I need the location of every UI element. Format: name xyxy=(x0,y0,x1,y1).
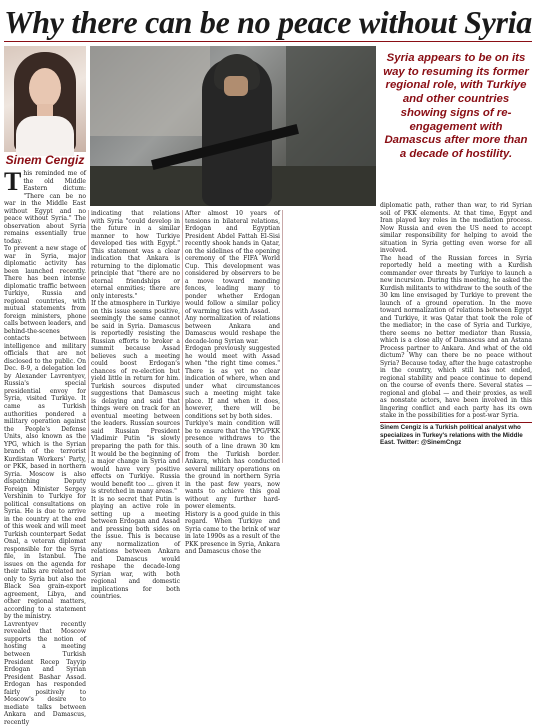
paragraph: If the atmosphere in Turkiye on this issue seems positive, seemingly the same cannot be said in Syria. Damascus is reportedly resisting the Russian efforts to broker a summit because Assad believes such a meeting could boost Erdogan's chances of re-election but yield little in return for him. Turkish sources disputed suggestions that Damascus is delaying and said that things were on track for an eventual meeting between the leaders. Russian sources said Russian President Vladimir Putin "is slowly preparing the path for this. It would be the beginning of a major change in Syria and would have very positive effects on Turkiye. Russia would benefit too ... given it is stretched in many areas." xyxy=(91,300,180,496)
article-column-3 xyxy=(185,210,280,556)
paragraph: To prevent a new stage of war in Syria, major diplomatic activity has been launched recently. There has been intense diplomatic traffic between Turkiye, Russia and regional countries, with mutual statements from foreign ministers, phone calls between leaders, and behind-the-scenes contacts between intelligence and military officials that are not disclosed to the public. On Dec. 8-9, a delegation led by Alexander Lavrentyev, Russia's special presidential envoy for Syria, visited Turkiye. It came as Turkish authorities pondered a military operation against the People's Defense Units, also known as the YPG, which is the Syrian branch of the terrorist Kurdistan Workers' Party, or PKK, based in northern Syria. Moscow is also dispatching Deputy Foreign Minister Sergey Vershinin to Turkiye for political consultations on Syria. He is due to arrive in the country at the end of this week and will meet Turkish counterpart Sedat Onal, a veteran diplomat responsible for the Syria file, in Istanbul. The issues on the agenda for their talks are related not only to Syria but also the Black Sea grain-export agreement, Libya, and other regional matters, according to a statement by the ministry. xyxy=(4,245,86,621)
drop-cap: T xyxy=(4,167,22,196)
paragraph: his reminded me of the old Middle Eastern dictum: "There can be no war in the Middle East without Egypt and no peace without Syria." The observation about Syria remains essentially true today. xyxy=(4,170,86,245)
paragraph: Erdogan previously suggested he would meet with Assad when "the right time comes." There is as yet no clear indication of where, when and under what circumstances such a meeting might take place. If and when it does, however, there will be conditions set by both sides. xyxy=(185,345,280,420)
headline: Why there can be no peace without Syria xyxy=(4,4,532,40)
paragraph: Lavrentyev recently revealed that Moscow supports the notion of hosting a meeting between Turkish President Recep Tayyip Erdogan and Syrian President Bashar Assad. Erdogan has responded fairly positively to Moscow's desire to mediate talks between Ankara and Damascus, recently xyxy=(4,620,86,726)
paragraph: The head of the Russian forces in Syria reportedly held a meeting with a Kurdish commander over threats by Turkiye to launch a new incursion. During this meeting, he asked the Kurdish militants to withdraw to the south of the 30 km line envisaged by Turkiye to prevent the launch of a ground operation. In the move toward normalization of relations between Egypt and Turkiye, it was Qatar that took the role of the mediator; in the case of Syria and Turkiye, there seems no better mediator than Russia, which is a close ally of Damascus and an Astana Process partner to Ankara. And what of the old dictum? Why can there be no peace without Syria? Because today, after the huge catastrophe in the country, which still has not ended, regional stability and peace continue to depend on the course of events there. Several states — regional and global — and their proxies, as well as nonstate actors, have been involved in this lingering conflict and each party has its own stake in the possibilities for a post-war Syria. xyxy=(380,254,532,420)
paragraph: After almost 10 years of tensions in bilateral relations, Erdogan and Egyptian President Abdel Fattah El-Sisi recently shook hands in Qatar, on the sidelines of the opening ceremony of the FIFA World Cup. This development was considered by observers to be a move toward mending fences, leading many to ponder whether Erdogan would follow a similar policy of warming ties with Assad. xyxy=(185,210,280,315)
author-byline: Sinem Cengiz xyxy=(5,153,85,167)
bio-rule xyxy=(380,422,532,423)
author-portrait xyxy=(4,46,86,152)
pull-quote: Syria appears to be on its way to resuming its former regional role, with Turkiye and other countries showing signs of re-engagement with Damascus after more than a decade of hostility. xyxy=(383,52,529,160)
paragraph: History is a good guide in this regard. When Turkiye and Syria came to the brink of war in late 1990s as a result of the PKK presence in Syria, Ankara and Damascus chose the xyxy=(185,510,280,556)
paragraph: It is no secret that Putin is playing an active role in setting up a meeting between Erdogan and Assad and pressing both sides on the issue. This is because any normalization of relations between Ankara and Damascus would reshape the decade-long Syrian war, with both regional and domestic implications for both countries. xyxy=(91,495,180,601)
paragraph: Any normalization of relations between Ankara and Damascus would reshape the decade-long Syrian war. xyxy=(185,315,280,345)
article-column-1 xyxy=(4,167,86,726)
article-column-2 xyxy=(91,210,180,601)
paragraph: Turkiye's main condition will be to ensure that the YPG/PKK presence withdraws to the south of a line drawn 30 km from the Turkish border. Ankara, which has conducted several military operations on the ground in northern Syria in the past few years, now wants to achieve this goal without any further hard-power elements. xyxy=(185,420,280,511)
headline-rule xyxy=(4,41,532,42)
author-bio: Sinem Cengiz is a Turkish political analyst who specializes in Turkey's relations with the Middle East. Twitter: @SinemCngz xyxy=(380,424,523,447)
article-column-4 xyxy=(380,202,532,422)
article-photo xyxy=(90,46,376,206)
paragraph: diplomatic path, rather than war, to rid Syrian soil of PKK elements. At that time, Egypt and Iran played key roles in the mediation process. Now Russia and even the US need to accept similar responsibility for helping to avoid the situation in Syria getting even worse for all involved. xyxy=(380,202,532,255)
paragraph: indicating that relations with Syria "could develop in the future in a similar manner to how Turkiye developed ties with Egypt." This statement was a clear indication that Ankara is returning to the diplomatic principle that "there are no eternal friendships or eternal enmities; there are only interests." xyxy=(91,210,180,300)
